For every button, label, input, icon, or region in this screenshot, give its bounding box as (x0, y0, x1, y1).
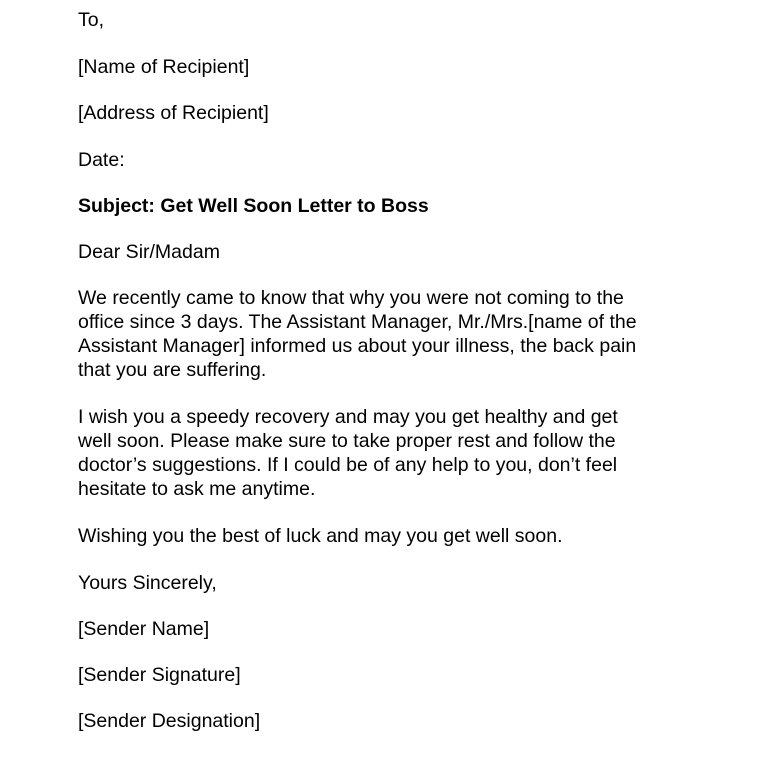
sender-designation: [Sender Designation] (78, 710, 261, 732)
paragraph-line: hesitate to ask me anytime. (78, 478, 316, 500)
paragraph-line: office since 3 days. The Assistant Manager, Mr./Mrs.[name of the (78, 311, 637, 333)
paragraph-line: doctor’s suggestions. If I could be of any help to you, don’t feel (78, 454, 618, 476)
greeting: Dear Sir/Madam (78, 241, 220, 263)
paragraph-line: I wish you a speedy recovery and may you get healthy and get (78, 406, 618, 428)
paragraph-line: Assistant Manager] informed us about your illness, the back pain (78, 335, 637, 357)
body-paragraph-2 (78, 405, 718, 501)
paragraph-line: well soon. Please make sure to take proper rest and follow the (78, 430, 616, 452)
closing: Yours Sincerely, (78, 572, 217, 594)
subject-line: Subject: Get Well Soon Letter to Boss (78, 195, 429, 217)
body-paragraph-1 (78, 286, 718, 382)
recipient-address: [Address of Recipient] (78, 102, 269, 124)
date-label: Date: (78, 149, 125, 171)
paragraph-line: We recently came to know that why you were not coming to the (78, 287, 624, 309)
recipient-name: [Name of Recipient] (78, 56, 250, 78)
salutation-to: To, (78, 9, 105, 31)
body-paragraph-3: Wishing you the best of luck and may you get well soon. (78, 525, 563, 547)
paragraph-line: that you are suffering. (78, 359, 267, 381)
sender-name: [Sender Name] (78, 618, 210, 640)
sender-signature: [Sender Signature] (78, 664, 241, 686)
